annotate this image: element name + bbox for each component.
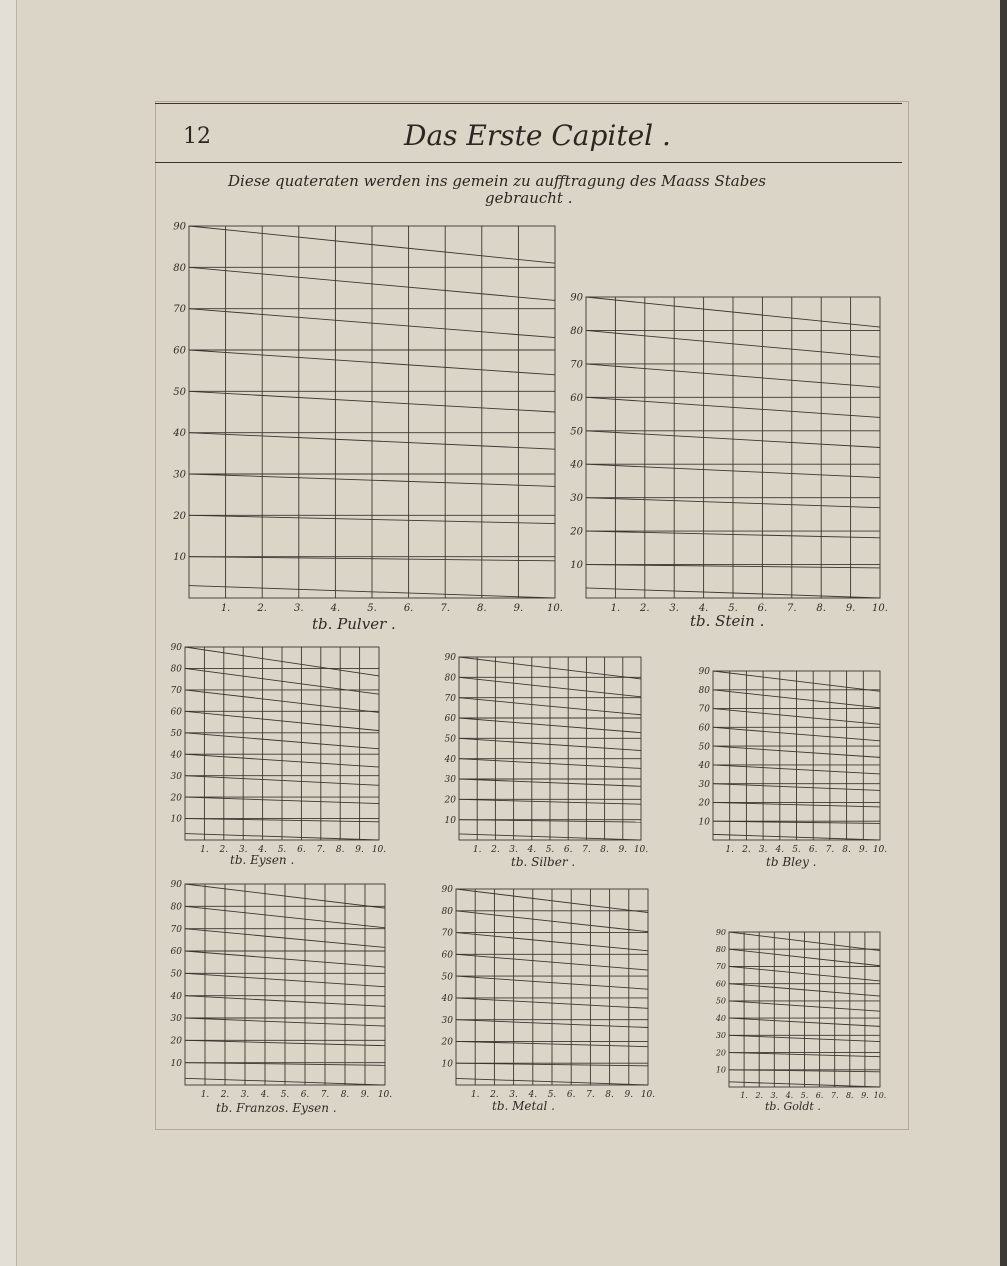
- subtitle-line-1: Diese quateraten werden ins gemein zu aufftragung des Maass Stabes: [228, 172, 766, 190]
- scale-diagram: [170, 880, 393, 1115]
- x-tick-label: 3.: [238, 845, 248, 855]
- y-tick-label: 80: [173, 262, 186, 274]
- y-tick-label: 40: [570, 459, 583, 471]
- y-tick-label: 30: [698, 779, 710, 790]
- x-tick-label: 5.: [728, 603, 738, 614]
- x-tick-label: 10.: [377, 1090, 393, 1100]
- scale-diagram: [444, 653, 649, 869]
- x-tick-label: 6.: [566, 1090, 576, 1100]
- x-tick-label: 7.: [440, 603, 450, 614]
- x-tick-label: 4.: [258, 845, 267, 855]
- x-tick-label: 7.: [320, 1090, 330, 1100]
- x-tick-label: 3.: [294, 603, 304, 614]
- x-tick-label: 2.: [257, 603, 267, 614]
- y-tick-label: 40: [170, 991, 182, 1002]
- x-tick-label: 2.: [490, 1090, 499, 1100]
- x-tick-label: 4.: [775, 845, 785, 855]
- x-tick-label: 6.: [815, 1091, 824, 1100]
- y-tick-label: 70: [173, 304, 186, 316]
- y-tick-label: 30: [441, 1015, 453, 1026]
- x-tick-label: 9.: [618, 845, 628, 855]
- x-tick-label: 7.: [582, 845, 591, 855]
- diagram-caption: tb. Silber .: [511, 855, 576, 869]
- scale-diagram: [441, 885, 656, 1113]
- y-tick-label: 90: [173, 221, 186, 233]
- x-tick-label: 8.: [600, 845, 609, 855]
- y-tick-label: 10: [170, 1058, 182, 1069]
- y-tick-label: 40: [441, 994, 453, 1005]
- scale-diagram: [170, 643, 387, 867]
- y-tick-label: 80: [715, 945, 726, 955]
- y-tick-label: 40: [170, 750, 182, 761]
- y-tick-label: 50: [441, 972, 453, 983]
- chapter-title: Das Erste Capitel .: [404, 119, 671, 152]
- x-tick-label: 1.: [220, 603, 231, 614]
- y-tick-label: 80: [570, 325, 583, 337]
- x-tick-label: 8.: [842, 845, 851, 855]
- y-tick-label: 50: [444, 734, 456, 745]
- y-tick-label: 30: [715, 1031, 726, 1041]
- x-tick-label: 1.: [472, 845, 482, 855]
- y-tick-label: 50: [170, 969, 182, 980]
- x-tick-label: 2.: [755, 1091, 764, 1100]
- page-number: 12: [183, 124, 211, 149]
- y-tick-label: 20: [698, 798, 710, 809]
- x-tick-label: 6.: [757, 603, 768, 614]
- scale-diagram: [569, 293, 888, 631]
- y-tick-label: 50: [570, 426, 583, 438]
- y-tick-label: 50: [715, 996, 726, 1006]
- y-tick-label: 10: [570, 560, 583, 572]
- x-tick-label: 6.: [297, 845, 306, 855]
- y-tick-label: 60: [173, 345, 186, 357]
- x-tick-label: 7.: [316, 845, 326, 855]
- y-tick-label: 20: [715, 1048, 726, 1058]
- y-tick-label: 30: [570, 493, 583, 505]
- x-tick-label: 10.: [371, 845, 387, 855]
- x-tick-label: 2.: [491, 845, 500, 855]
- x-tick-label: 2.: [219, 845, 229, 855]
- x-tick-label: 6.: [563, 845, 573, 855]
- x-tick-label: 2.: [640, 603, 650, 614]
- x-tick-label: 2.: [220, 1090, 230, 1100]
- y-tick-label: 70: [170, 924, 182, 935]
- y-tick-label: 90: [170, 643, 182, 654]
- x-tick-label: 10.: [547, 603, 563, 614]
- x-tick-label: 5.: [800, 1091, 809, 1100]
- x-tick-label: 3.: [240, 1090, 250, 1100]
- x-tick-label: 2.: [742, 845, 751, 855]
- x-tick-label: 5.: [367, 603, 377, 614]
- x-tick-label: 9.: [845, 603, 856, 614]
- x-tick-label: 8.: [340, 1090, 350, 1100]
- y-tick-label: 10: [170, 814, 182, 825]
- y-tick-label: 80: [698, 685, 710, 696]
- x-tick-label: 5.: [280, 1090, 290, 1100]
- y-tick-label: 30: [173, 469, 186, 481]
- y-tick-label: 60: [170, 707, 182, 718]
- y-tick-label: 70: [170, 686, 182, 697]
- y-tick-label: 60: [698, 723, 710, 734]
- x-tick-label: 3.: [758, 845, 768, 855]
- y-tick-label: 50: [173, 386, 186, 398]
- x-tick-label: 8.: [605, 1090, 614, 1100]
- x-tick-label: 9.: [859, 845, 868, 855]
- x-tick-label: 9.: [513, 603, 524, 614]
- y-tick-label: 10: [715, 1065, 726, 1075]
- y-tick-label: 90: [698, 667, 710, 678]
- x-tick-label: 1.: [610, 603, 621, 614]
- y-tick-label: 70: [441, 928, 453, 939]
- y-tick-label: 70: [570, 359, 583, 371]
- x-tick-label: 1.: [470, 1090, 480, 1100]
- x-tick-label: 9.: [861, 1091, 869, 1100]
- y-tick-label: 10: [441, 1059, 453, 1070]
- y-tick-label: 20: [170, 793, 182, 804]
- y-tick-label: 60: [444, 714, 456, 725]
- x-tick-label: 4.: [527, 845, 537, 855]
- x-tick-label: 6.: [300, 1090, 310, 1100]
- x-tick-label: 3.: [669, 603, 679, 614]
- x-tick-label: 6.: [403, 603, 414, 614]
- x-tick-label: 3.: [509, 1090, 518, 1100]
- y-tick-label: 40: [715, 1013, 726, 1023]
- x-tick-label: 8.: [477, 603, 487, 614]
- subtitle-line-2: gebraucht .: [485, 189, 573, 207]
- y-tick-label: 10: [444, 815, 456, 826]
- y-tick-label: 80: [444, 673, 456, 684]
- y-tick-label: 40: [698, 761, 710, 772]
- x-tick-label: 6.: [808, 845, 818, 855]
- y-tick-label: 80: [170, 902, 182, 913]
- y-tick-label: 50: [698, 742, 710, 753]
- scale-diagram: [172, 222, 563, 634]
- x-tick-label: 10.: [640, 1090, 656, 1100]
- x-tick-label: 10.: [633, 845, 649, 855]
- y-tick-label: 40: [173, 428, 186, 440]
- y-tick-label: 40: [444, 754, 456, 765]
- y-tick-label: 20: [173, 510, 186, 522]
- x-tick-label: 3.: [509, 845, 518, 855]
- y-tick-label: 10: [698, 817, 710, 828]
- y-tick-label: 20: [570, 526, 583, 538]
- diagram-caption: tb Bley .: [766, 855, 817, 869]
- x-tick-label: 5.: [277, 845, 287, 855]
- y-tick-label: 60: [170, 947, 182, 958]
- y-tick-label: 20: [444, 795, 456, 806]
- x-tick-label: 7.: [586, 1090, 595, 1100]
- diagram-caption: tb. Franzos. Eysen .: [216, 1101, 337, 1115]
- y-tick-label: 80: [170, 664, 182, 675]
- scale-diagram: [715, 928, 887, 1113]
- y-tick-label: 60: [570, 392, 583, 404]
- x-tick-label: 5.: [792, 845, 801, 855]
- x-tick-label: 4.: [698, 603, 709, 614]
- y-tick-label: 70: [444, 693, 456, 704]
- y-tick-label: 20: [170, 1036, 182, 1047]
- x-tick-label: 7.: [825, 845, 835, 855]
- y-tick-label: 80: [441, 906, 453, 917]
- scale-diagram: [698, 667, 888, 869]
- y-tick-label: 70: [715, 962, 726, 972]
- x-tick-label: 3.: [770, 1091, 779, 1100]
- diagram-caption: tb. Eysen .: [230, 853, 295, 867]
- y-tick-label: 30: [170, 1014, 182, 1025]
- x-tick-label: 7.: [787, 603, 797, 614]
- x-tick-label: 4.: [260, 1090, 270, 1100]
- x-tick-label: 4.: [785, 1091, 794, 1100]
- y-tick-label: 10: [173, 552, 186, 564]
- x-tick-label: 9.: [355, 845, 364, 855]
- y-tick-label: 30: [444, 775, 456, 786]
- y-tick-label: 90: [570, 292, 583, 304]
- x-tick-label: 1.: [740, 1091, 748, 1100]
- x-tick-label: 1.: [200, 845, 209, 855]
- y-tick-label: 20: [441, 1037, 453, 1048]
- x-tick-label: 10.: [873, 1091, 887, 1100]
- y-tick-label: 90: [715, 927, 726, 937]
- y-tick-label: 30: [170, 771, 182, 782]
- y-tick-label: 90: [444, 653, 456, 664]
- diagram-caption: tb. Pulver .: [312, 615, 396, 633]
- y-tick-label: 90: [170, 880, 182, 891]
- x-tick-label: 10.: [872, 603, 888, 614]
- y-tick-label: 60: [441, 950, 453, 961]
- y-tick-label: 50: [170, 728, 182, 739]
- x-tick-label: 10.: [872, 845, 888, 855]
- diagram-caption: tb. Stein .: [690, 612, 765, 630]
- diagram-caption: tb. Metal .: [492, 1099, 555, 1113]
- x-tick-label: 8.: [816, 603, 826, 614]
- x-tick-label: 8.: [845, 1091, 854, 1100]
- x-tick-label: 7.: [830, 1091, 839, 1100]
- x-tick-label: 9.: [360, 1090, 370, 1100]
- x-tick-label: 9.: [624, 1090, 634, 1100]
- x-tick-label: 1.: [725, 845, 734, 855]
- y-tick-label: 90: [441, 885, 453, 896]
- x-tick-label: 8.: [335, 845, 345, 855]
- y-tick-label: 70: [698, 704, 710, 715]
- x-tick-label: 5.: [547, 1090, 557, 1100]
- x-tick-label: 5.: [545, 845, 555, 855]
- diagram-caption: tb. Goldt .: [765, 1100, 821, 1113]
- x-tick-label: 1.: [200, 1090, 210, 1100]
- x-tick-label: 4.: [330, 603, 341, 614]
- y-tick-label: 60: [715, 979, 726, 989]
- x-tick-label: 4.: [528, 1090, 538, 1100]
